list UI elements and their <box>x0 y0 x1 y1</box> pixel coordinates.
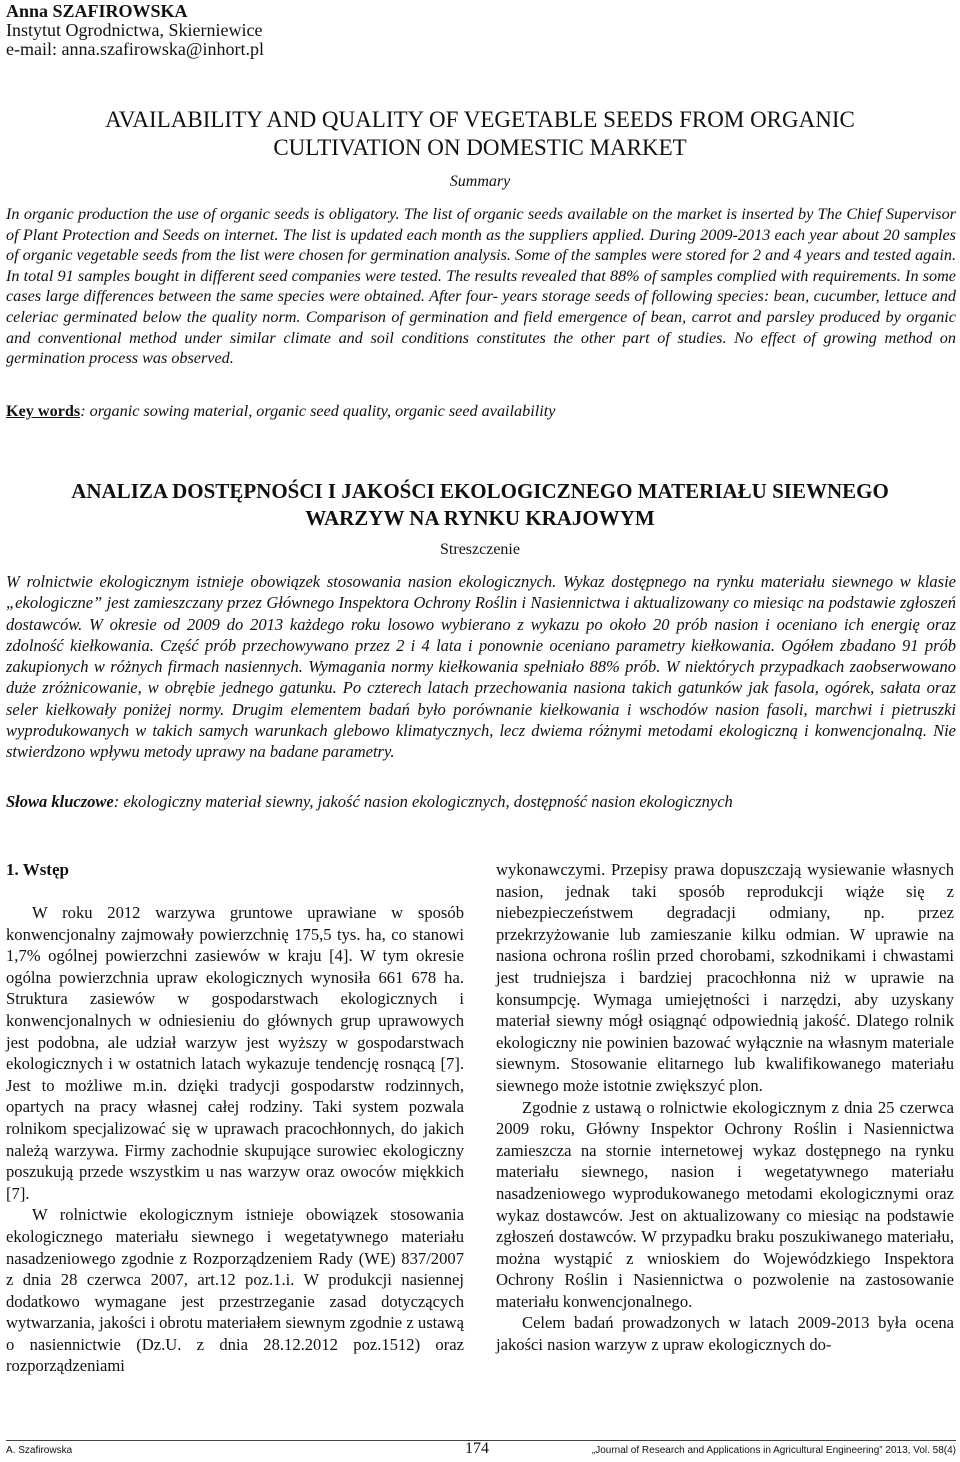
footer-author: A. Szafirowska <box>6 1445 73 1456</box>
body-paragraph: Celem badań prowadzonych w latach 2009-2013 była ocena jakości nasion warzyw z upraw ekologicznych do- <box>496 1313 954 1355</box>
section-heading: 1. Wstęp <box>6 860 69 879</box>
author-name: Anna SZAFIROWSKA <box>6 1 188 21</box>
keywords-polish-label: Słowa kluczowe <box>6 792 114 811</box>
keywords-text: : organic sowing material, organic seed quality, organic seed availability <box>80 402 556 420</box>
streszczenie-heading: Streszczenie <box>440 541 520 558</box>
title-polish <box>0 478 960 532</box>
body-paragraph: W roku 2012 warzywa gruntowe uprawiane w sposób konwencjonalny zajmowały powierzchnię 175,5 tys. ha, co stanowi 1,7% ogólnej powierzchni zasiewów w kraju [4]. W tym okresie ogólna powierzchnia upraw ekologicznych wynosiła 661 678 ha. Struktura zasiewów w gospodarstwach ekologicznych i konwencjonalnych w odniesieniu do głównych grup uprawowych jest podobna, ale udział warzyw jest wyższy w gospodarstwach ekologicznych i w ostatnich latach wykazuje tendencję rosnącą [7]. Jest to możliwe m.in. dzięki tradycji gospodarstw rodzinnych, opartych na pracy własnej całej rodziny. Taki system pozwala rolnikom specjalizować się w uprawach pracochłonnych, do jakich należą warzywa. Firmy zachodnie skupujące surowiec ekologiczny poszukują przede wszystkim u nas warzyw oraz owoców miękkich [7]. <box>6 903 464 1203</box>
title-polish-line2: WARZYW NA RYNKU KRAJOWYM <box>305 506 655 530</box>
body-paragraph: W rolnictwie ekologicznym istnieje obowiązek stosowania ekologicznego materiału siewnego i wegetatywnego materiału nasadzeniowego zgodnie z Rozporządzeniem Rady (WE) 837/2007 z dnia 28 czerwca 2007, art.12 poz.1.i. W produkcji nasiennej dodatkowo wymagane jest przestrzeganie zasad dotyczących wytwarzania, jakości i obrotu materiałem siewnym zgodnie z ustawą o nasiennictwie (Dz.U. z dnia 28.12.2012 poz.1512) oraz rozporządzeniami <box>6 1205 464 1376</box>
author-institute: Instytut Ogrodnictwa, Skierniewice <box>6 20 263 40</box>
keywords-polish <box>6 792 956 812</box>
keywords-label: Key words <box>6 402 81 420</box>
abstract-polish: W rolnictwie ekologicznym istnieje obowiązek stosowania nasion ekologicznych. Wykaz dostępnego na rynku materiału siewnego w klasie „ekologiczne” jest zamieszczany przez Głównego Inspektora Ochrony Roślin i Nasiennictwa i aktualizowany co miesiąc na podstawie zgłoszeń dostawców. W okresie od 2009 do 2013 każdego roku losowo wybierano z wykazu po około 20 prób nasion i oceniano ich energię oraz zdolność kiełkowania. Część prób przechowywano przez 2 i 4 lata i ponownie oceniano parametry kiełkowania. Ogółem zbadano 91 prób zakupionych w różnych firmach nasiennych. Wymagania normy kiełkowania spełniało 88% prób. W niektórych przypadkach zaobserwowano duże zróżnicowanie, w obrębie jednego gatunku. Po czterech latach przechowania nasiona takich gatunków jak fasola, ogórek, sałata oraz seler kiełkowały poniżej normy. Drugim elementem badań było porównanie kiełkowania i wschodów nasion fasoli, marchwi i pietruszki wyprodukowanych w takich samych warunkach glebowo klimatycznych, lecz dwiema różnymi metodami ekologiczną i konwencjonalną. Nie stwierdzono wpływu metody uprawy na badane parametry. <box>6 572 956 762</box>
body-column-left <box>6 902 464 1377</box>
title-english-line2: CULTIVATION ON DOMESTIC MARKET <box>273 135 687 160</box>
title-polish-line1: ANALIZA DOSTĘPNOŚCI I JAKOŚCI EKOLOGICZNEGO MATERIAŁU SIEWNEGO <box>71 479 889 503</box>
body-column-right <box>496 859 954 1356</box>
summary-heading: Summary <box>449 173 511 190</box>
title-english <box>0 106 960 162</box>
body-paragraph: wykonawczymi. Przepisy prawa dopuszczają wysiewanie własnych nasion, jednak taki sposób reprodukcji wiąże się z niebezpieczeństwem degradacji odmiany, np. przez przekrzyżowanie lub zamieszanie kilku odmian. W uprawie na nasiona ochrona roślin przed chorobami, szkodnikami i chwastami jest trudniejsza i bardziej pracochłonna niż w uprawie na konsumpcję. Wymaga umiejętności i narzędzi, aby uzyskany materiał siewny mógł osiągnąć odpowiednią jakość. Dlatego rolnik ekologiczny nie powinien bazować wyłącznie na własnym materiale siewnym. Stosowanie elitarnego lub kwalifikowanego materiału siewnego może istotnie zwiększyć plon. <box>496 860 954 1095</box>
title-english-line1: AVAILABILITY AND QUALITY OF VEGETABLE SEEDS FROM ORGANIC <box>105 107 855 132</box>
author-block <box>6 2 264 59</box>
page-number: 174 <box>465 1440 489 1457</box>
body-paragraph: Zgodnie z ustawą o rolnictwie ekologicznym z dnia 25 czerwca 2009 roku, Główny Inspektor Ochrony Roślin i Nasiennictwa zamieszcza na stornie internetowej wykaz dostępnego na rynku materiału siewnego, nasion i wegetatywnego materiału nasadzeniowego wyprodukowanego metodami ekologicznymi oraz wykaz dostawców. Jest on aktualizowany co miesiąc na podstawie zgłoszeń dostawców. W przypadku braku poszukiwanego materiału, można wystąpić z wnioskiem do Wojewódzkiego Inspektora Ochrony Roślin i Nasiennictwa o pozwolenie na zastosowanie materiału konwencjonalnego. <box>496 1097 954 1311</box>
footer-journal: „Journal of Research and Applications in Agricultural Engineering” 2013, Vol. 58(4) <box>591 1445 956 1456</box>
author-email[interactable]: e-mail: anna.szafirowska@inhort.pl <box>6 39 264 59</box>
keywords-polish-text: : ekologiczny materiał siewny, jakość nasion ekologicznych, dostępność nasion ekologicznych <box>113 792 733 811</box>
keywords-english <box>6 402 956 421</box>
abstract-english: In organic production the use of organic seeds is obligatory. The list of organic seeds available on the market is inserted by The Chief Supervisor of Plant Protection and Seeds on internet. The list is updated each month as the suppliers applied. During 2009-2013 each year about 20 samples of organic vegetable seeds from the list were chosen for germination analysis. Some of the samples were stored for 2 and 4 years and tested again. In total 91 samples bought in different seed companies were tested. The results revealed that 88% of samples complied with requirements. In some cases large differences between the same species were obtained. After four- years storage seeds of following species: bean, cucumber, lettuce and celeriac germinated below the quality norm. Comparison of germination and field emergence of bean, carrot and parsley produced by organic and conventional method under similar climate and soil conditions constitutes the other part of studies. No effect of growing method on germination process was observed. <box>6 205 956 368</box>
